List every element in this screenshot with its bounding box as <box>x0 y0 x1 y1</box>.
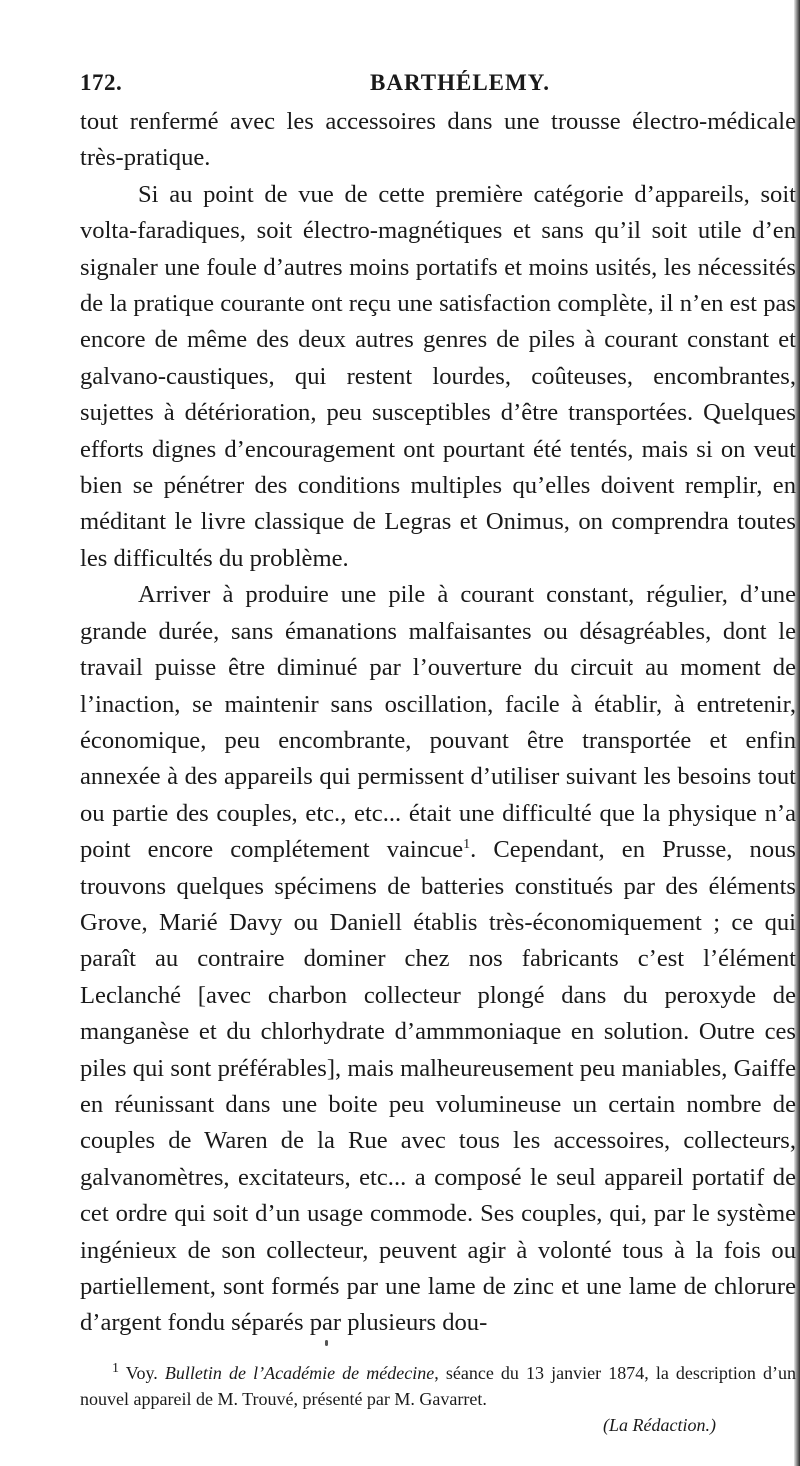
paragraph-text-before-note: Arriver à produire une pile à courant constant, régulier, d’une grande durée, sans émanations malfaisantes ou désagréables, dont le travail puisse être diminué par l’ouverture du circuit au moment de l’inaction, se maintenir sans oscillation, facile à établir, à entretenir, économique, peu encombrante, pouvant être transportée et enfin annexée à des appareils qui permissent d’utiliser suivant les besoins tout ou partie des couples, etc., etc... était une difficulté que la physique n’a point encore complétement vaincue <box>80 581 796 864</box>
page-number-value: 172 <box>80 70 116 95</box>
footnotes <box>80 1360 796 1438</box>
footnote-signature: (La Rédaction.) <box>603 1414 716 1435</box>
book-page <box>80 62 796 1438</box>
footnote-mark: 1 <box>112 1360 119 1376</box>
page-number-separator: . <box>116 70 123 95</box>
running-head: BARTHÉLEMY. <box>370 70 550 95</box>
footnote-prefix: Voy. <box>119 1362 165 1383</box>
page-header <box>80 62 796 102</box>
footnote-text: , séance du 13 janvier 1874, la description d’un nouvel appareil de M. Trouvé, présenté par M. Gavarret. <box>80 1362 797 1409</box>
paragraph-constant-current <box>80 577 796 1342</box>
footnote <box>80 1360 796 1412</box>
body-text <box>80 104 796 1342</box>
footnote-reference[interactable]: 1 <box>463 836 471 852</box>
page-number <box>80 70 122 96</box>
paragraph-continuation: tout renfermé avec les accessoires dans une trousse électro-médicale très-pratique. <box>80 108 796 172</box>
footnote-journal-title: Bulletin de l’Académie de médecine <box>164 1362 435 1383</box>
paragraph-apparatus: Si au point de vue de cette première catégorie d’appareils, soit volta-faradiques, soit électro-magnétiques et sans qu’il soit utile d’en signaler une foule d’autres moins portatifs et moins usités, les nécessités de la pratique courante ont reçu une satisfaction complète, il n’en est pas encore de même des deux autres genres de piles à courant constant et galvano-caustiques, qui restent lourdes, coûteuses, encombrantes, sujettes à détérioration, peu susceptibles d’être transportées. Quelques efforts dignes d’encouragement ont pourtant été tentés, mais si on veut bien se pénétrer des conditions multiples qu’elles doivent remplir, en méditant le livre classique de Legras et Onimus, on comprendra toutes les difficultés du problème. <box>80 180 796 572</box>
paragraph-text-after-note: . Cependant, en Prusse, nous trouvons quelques spécimens de batteries constitués par des éléments Grove, Marié Davy ou Daniell établis très-économiquement ; ce qui paraît au contraire dominer chez nos fabricants c’est l’élément Leclanché [avec charbon collecteur plongé dans du peroxyde de manganèse et du chlorhydrate d’ammmoniaque en solution. Outre ces piles qui sont préférables], mais malheureusement peu maniables, Gaiffe en réunissant dans une boite peu volumineuse un certain nombre de couples de Waren de la Rue avec tous les accessoires, collecteurs, galvanomètres, excitateurs, etc... a composé le seul appareil portatif de cet ordre qui soit d’un usage commode. Ses couples, qui, par le système ingénieux de son collecteur, peuvent agir à volonté tous à la fois ou partiellement, sont formés par une lame de zinc et une lame de chlorure d’argent fondu séparés par plusieurs dou- <box>80 836 796 1337</box>
